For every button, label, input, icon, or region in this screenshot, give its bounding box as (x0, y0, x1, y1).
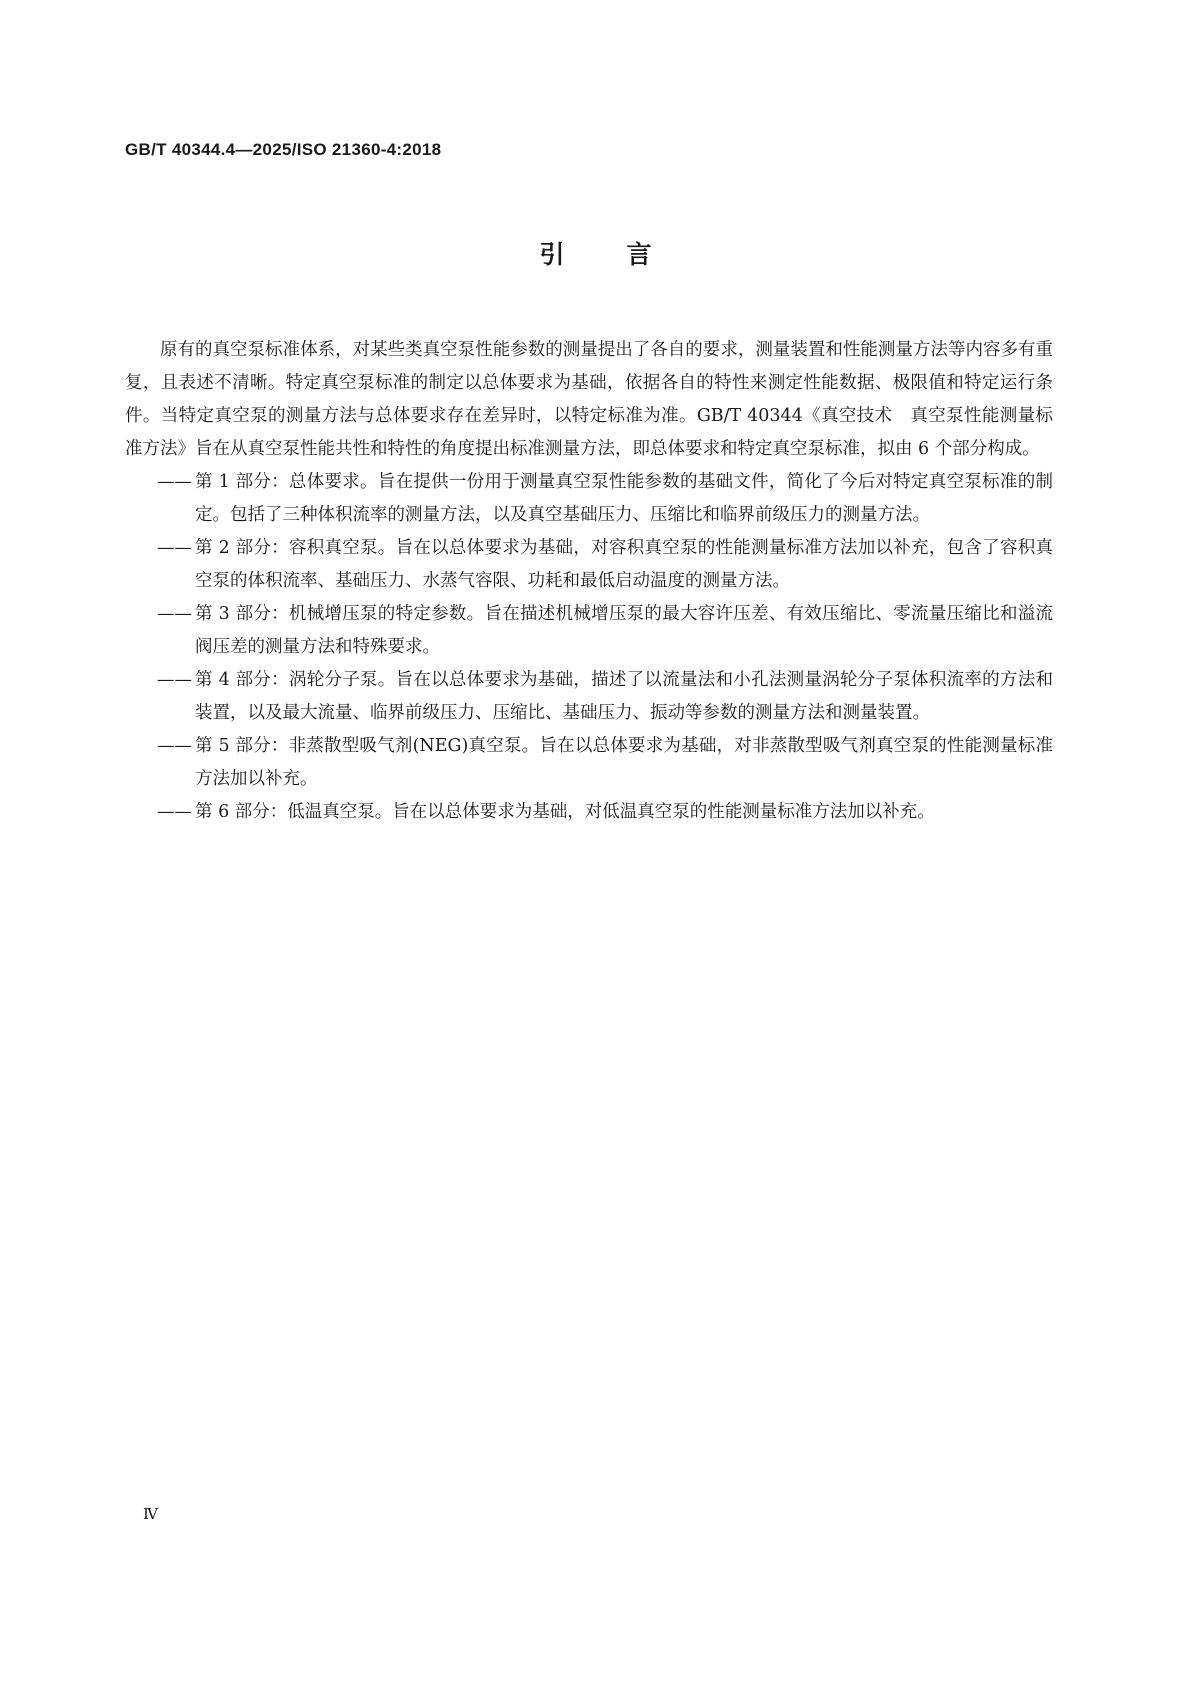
standard-number-header: GB/T 40344.4—2025/ISO 21360-4:2018 (125, 140, 442, 159)
list-item-text: 第 2 部分：容积真空泵。旨在以总体要求为基础，对容积真空泵的性能测量标准方法加以补充，包含了容积真空泵的体积流率、基础压力、水蒸气容限、功耗和最低启动温度的测量方法。 (195, 538, 1053, 591)
list-dash: —— (157, 802, 192, 822)
list-item-part-6 (125, 796, 1053, 829)
list-item-text: 第 6 部分：低温真空泵。旨在以总体要求为基础，对低温真空泵的性能测量标准方法加以补充。 (195, 802, 935, 822)
list-dash: —— (157, 604, 192, 624)
document-body (125, 334, 1053, 829)
list-item-part-2 (125, 532, 1053, 598)
list-item-text: 第 4 部分：涡轮分子泵。旨在以总体要求为基础，描述了以流量法和小孔法测量涡轮分子泵体积流率的方法和装置，以及最大流量、临界前级压力、压缩比、基础压力、振动等参数的测量方法和测量装置。 (195, 670, 1053, 723)
list-dash: —— (157, 538, 192, 558)
list-item-part-5 (125, 730, 1053, 796)
list-dash: —— (157, 736, 192, 756)
list-item-text: 第 1 部分：总体要求。旨在提供一份用于测量真空泵性能参数的基础文件，简化了今后对特定真空泵标准的制定。包括了三种体积流率的测量方法，以及真空基础压力、压缩比和临界前级压力的测量方法。 (195, 472, 1053, 525)
section-title: 引言 (539, 240, 714, 269)
page-number: Ⅳ (143, 1505, 158, 1523)
list-dash: —— (157, 472, 192, 492)
intro-paragraph: 原有的真空泵标准体系，对某些类真空泵性能参数的测量提出了各自的要求，测量装置和性能测量方法等内容多有重复，且表述不清晰。特定真空泵标准的制定以总体要求为基础，依据各自的特性来测定性能数据、极限值和特定运行条件。当特定真空泵的测量方法与总体要求存在差异时，以特定标准为准。GB/T 40344《真空技术 真空泵性能测量标准方法》旨在从真空泵性能共性和特性的角度提出标准测量方法，即总体要求和特定真空泵标准，拟由 6 个部分构成。 (125, 340, 1053, 459)
list-item-part-4 (125, 664, 1053, 730)
list-item-part-1 (125, 466, 1053, 532)
list-item-text: 第 5 部分：非蒸散型吸气剂(NEG)真空泵。旨在以总体要求为基础，对非蒸散型吸气剂真空泵的性能测量标准方法加以补充。 (195, 736, 1053, 789)
list-item-text: 第 3 部分：机械增压泵的特定参数。旨在描述机械增压泵的最大容许压差、有效压缩比、零流量压缩比和溢流阀压差的测量方法和特殊要求。 (195, 604, 1053, 657)
list-item-part-3 (125, 598, 1053, 664)
parts-list (125, 466, 1053, 829)
list-dash: —— (157, 670, 192, 690)
